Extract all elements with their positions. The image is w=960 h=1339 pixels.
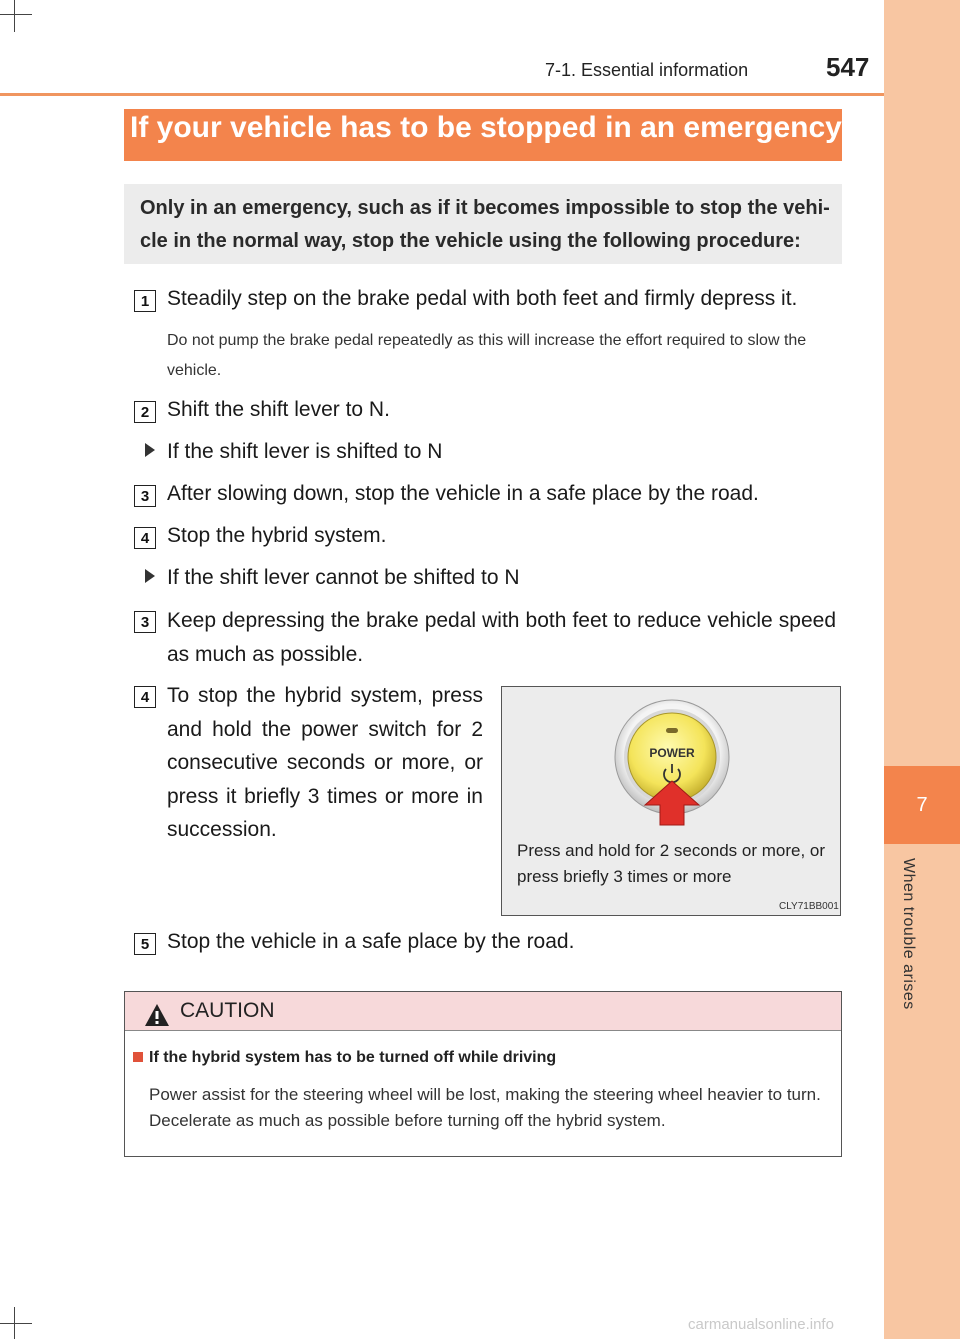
step-number-2: 2 (134, 401, 156, 423)
step-number-3: 3 (134, 485, 156, 507)
watermark: carmanualsonline.info (688, 1316, 834, 1333)
step-3-text: After slowing down, stop the vehicle in a safe place by the road. (167, 482, 759, 505)
step-1-text: Steadily step on the brake pedal with both feet and firmly depress it. (167, 287, 798, 310)
figure-caption: Press and hold for 2 seconds or more, or press briefly 3 times or more (517, 841, 826, 886)
step-3b-text: Keep depressing the brake pedal with both feet to reduce vehicle speed as much as possible. (167, 609, 836, 666)
power-button-label: POWER (649, 746, 695, 760)
caution-title: CAUTION (180, 999, 275, 1022)
section-heading: 7-1. Essential information (545, 60, 749, 80)
condition-label: If the shift lever cannot be shifted to N (167, 566, 520, 589)
step-number-1: 1 (134, 290, 156, 312)
triangle-bullet-icon (145, 443, 155, 457)
figure-code: CLY71BB001 (779, 901, 839, 912)
step-5-text: Stop the vehicle in a safe place by the road. (167, 930, 575, 953)
condition-not-shifted-to-n (145, 566, 520, 590)
triangle-bullet-icon (145, 569, 155, 583)
condition-shifted-to-n (145, 440, 442, 464)
crop-mark (0, 1323, 32, 1324)
step-number-3b: 3 (134, 611, 156, 633)
step-number-5: 5 (134, 933, 156, 955)
square-bullet-icon (133, 1052, 143, 1062)
crop-mark (0, 14, 32, 15)
chapter-title: When trouble arises (900, 858, 917, 1010)
caution-body: Power assist for the steering wheel will be lost, making the steering wheel heavier to turn. Decelerate as much as possible before turning off the hybrid system. (149, 1085, 821, 1130)
page-number: 547 (826, 52, 870, 82)
step-4-text: Stop the hybrid system. (167, 524, 387, 547)
step-2-text: Shift the shift lever to N. (167, 398, 390, 421)
step-number-4: 4 (134, 527, 156, 549)
condition-label: If the shift lever is shifted to N (167, 440, 443, 463)
header-rule (0, 93, 884, 96)
page-title: If your vehicle has to be stopped in an emergency (130, 111, 842, 144)
intro-text: Only in an emergency, such as if it becomes impossible to stop the vehi-cle in the normal way, stop the vehicle using the following procedure: (140, 197, 830, 252)
caution-subtitle-text: If the hybrid system has to be turned off while driving (149, 1049, 557, 1066)
step-number-4b: 4 (134, 686, 156, 708)
chapter-side-bar (884, 0, 960, 1339)
step-1-note: Do not pump the brake pedal repeatedly as this will increase the effort required to slow the vehicle. (167, 332, 807, 379)
chapter-number: 7 (916, 793, 928, 816)
caution-subtitle (133, 1049, 556, 1067)
crop-mark (14, 0, 15, 32)
warning-triangle-icon (143, 1002, 171, 1028)
step-4b-text: To stop the hybrid system, press and hold the power switch for 2 consecutive seconds or more, or press it briefly 3 times or more in succession. (167, 684, 483, 841)
